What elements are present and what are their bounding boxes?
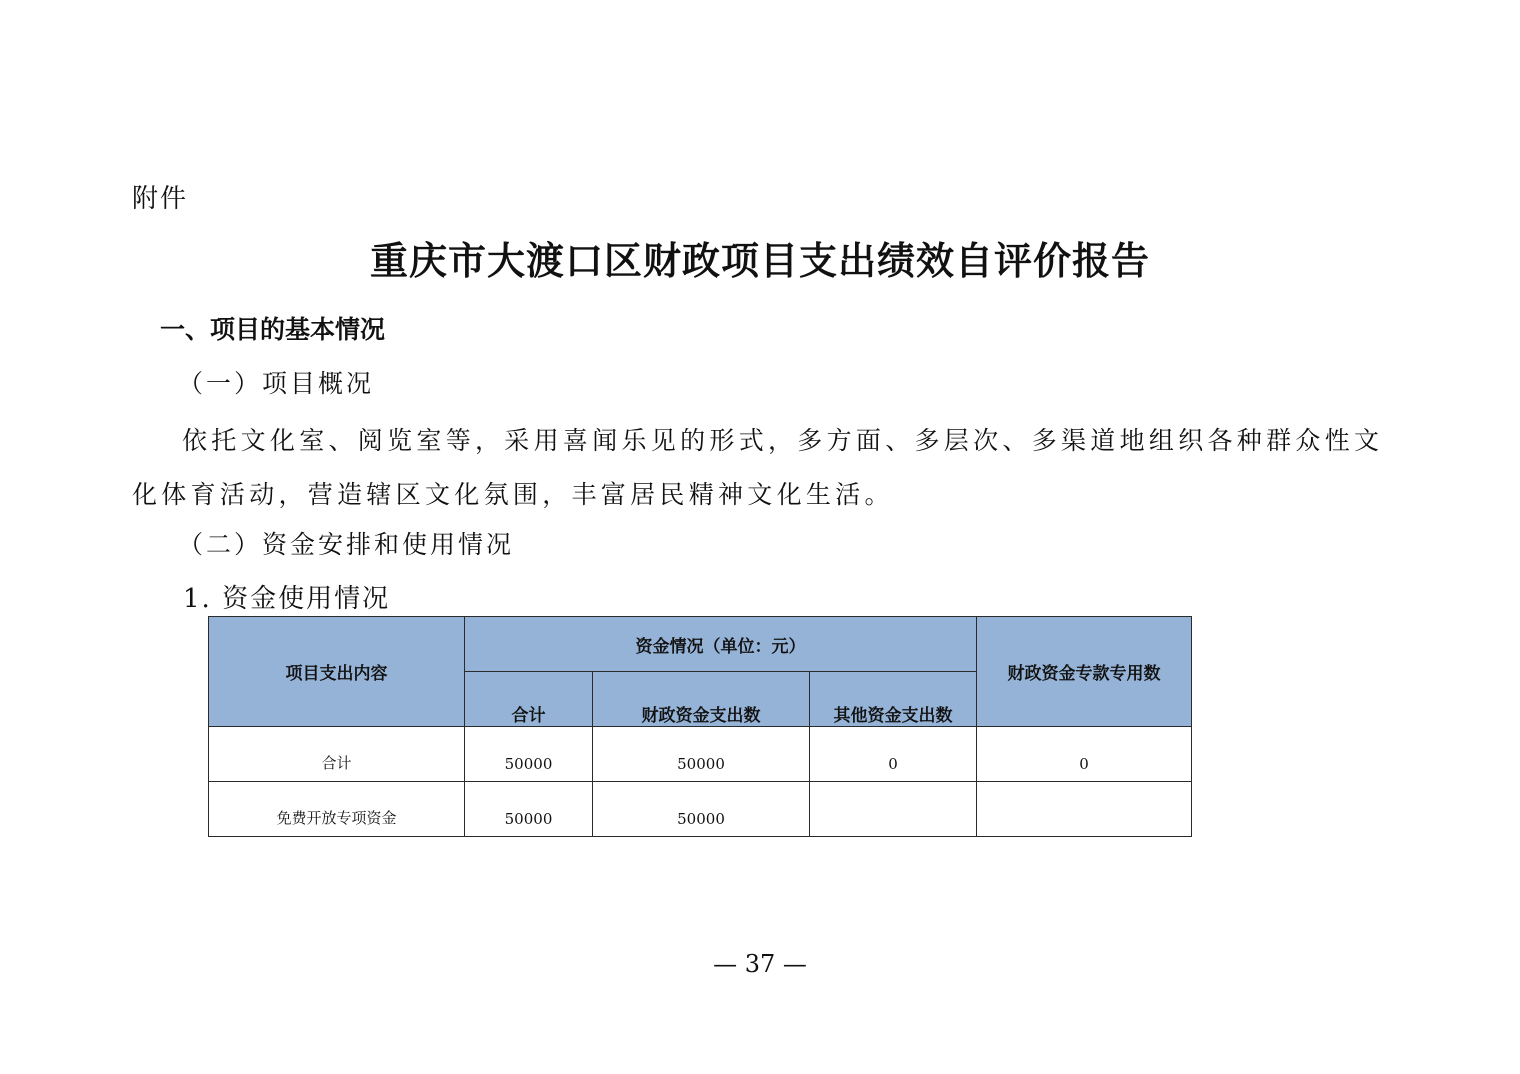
cell-other: 0 xyxy=(810,727,977,782)
header-total: 合计 xyxy=(465,672,593,727)
fund-usage-table xyxy=(208,616,1192,837)
cell-total: 50000 xyxy=(465,782,593,837)
header-other: 其他资金支出数 xyxy=(810,672,977,727)
cell-total: 50000 xyxy=(465,727,593,782)
cell-special: 0 xyxy=(977,727,1192,782)
page-number: — 37 — xyxy=(713,950,807,978)
document-title: 重庆市大渡口区财政项目支出绩效自评价报告 xyxy=(369,239,1150,283)
header-funds-group: 资金情况（单位：元） xyxy=(465,617,977,672)
table-row xyxy=(209,782,1192,837)
cell-special xyxy=(977,782,1192,837)
subheading-funding: （二）资金安排和使用情况 xyxy=(178,530,515,559)
cell-content: 免费开放专项资金 xyxy=(209,782,465,837)
header-special: 财政资金专款专用数 xyxy=(977,617,1192,727)
overview-paragraph: 依托文化室、阅览室等，采用喜闻乐见的形式，多方面、多层次、多渠道地组织各种群众性文化体育活动，营造辖区文化氛围，丰富居民精神文化生活。 xyxy=(132,426,1384,509)
header-fiscal: 财政资金支出数 xyxy=(593,672,810,727)
table-header-row xyxy=(209,617,1192,672)
cell-fiscal: 50000 xyxy=(593,727,810,782)
table-row xyxy=(209,727,1192,782)
cell-other xyxy=(810,782,977,837)
cell-fiscal: 50000 xyxy=(593,782,810,837)
header-content: 项目支出内容 xyxy=(209,617,465,727)
attachment-label: 附件 xyxy=(132,184,189,214)
item-fund-usage: 1. 资金使用情况 xyxy=(183,584,391,614)
subheading-project-overview: （一）项目概况 xyxy=(178,369,375,398)
section-heading-basic-info: 一、项目的基本情况 xyxy=(160,315,386,344)
cell-content: 合计 xyxy=(209,727,465,782)
